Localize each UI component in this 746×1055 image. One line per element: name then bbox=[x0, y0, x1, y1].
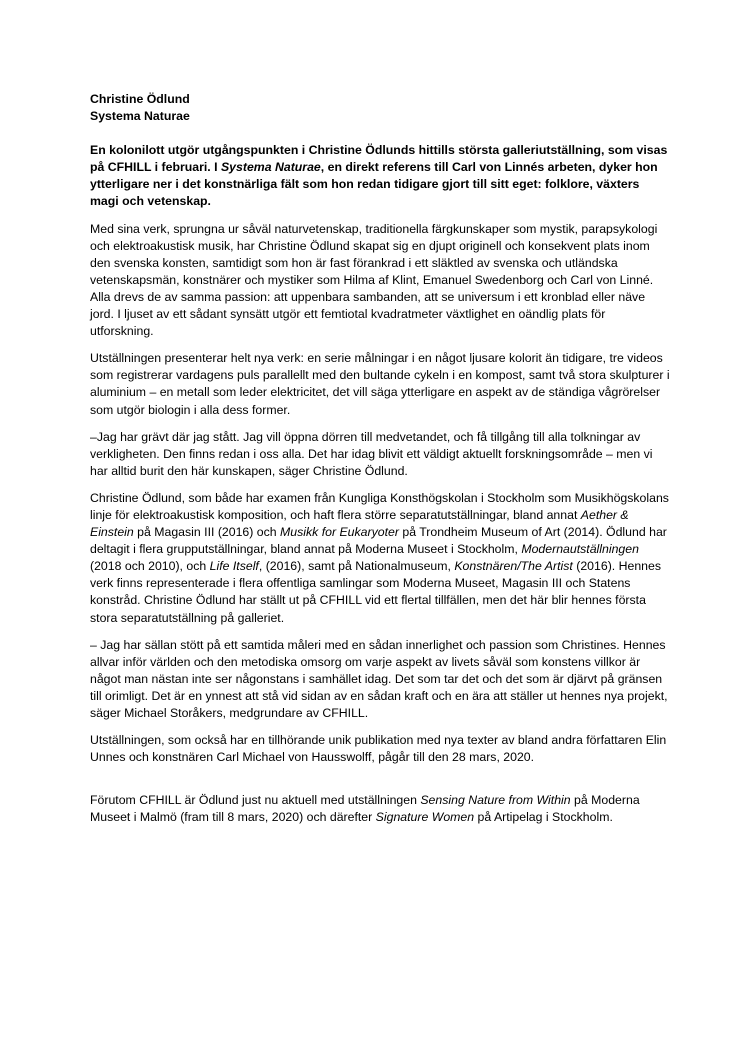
artist-quote-paragraph: –Jag har grävt där jag stått. Jag vill öppna dörren till medvetandet, och få tillgång till alla tolkningar av verkligheten. Den finns redan i oss alla. Det har idag blivit ett väldigt aktuellt forskningsområde – men vi har alltid burit den här kunskapen, säger Christine Ödlund. bbox=[90, 429, 653, 478]
other-text-3: på Artipelag i Stockholm. bbox=[474, 810, 613, 825]
artist-name: Christine Ödlund bbox=[90, 92, 190, 106]
artist-bio-paragraph bbox=[90, 490, 670, 627]
lead-text-1: En kolonilott utgör utgångspunkten i Christine Ödlunds hittills största galleriutställning, som visas på CFHILL i februari. I bbox=[90, 143, 668, 175]
other-text-1: Förutom CFHILL är Ödlund just nu aktuell med utställningen bbox=[90, 793, 421, 808]
lead-text-2: , en direkt referens till Carl von Linnés arbeten, dyker hon ytterligare ner i det konstnärliga fält som hon redan tidigare gjort till sitt eget: folklore, växters magi och vetenskap. bbox=[90, 160, 658, 209]
bio-work-title-4: Life Itself bbox=[209, 559, 259, 574]
bio-work-title-5: Konstnären/The Artist bbox=[454, 559, 573, 574]
document-header bbox=[90, 91, 670, 125]
bio-text-1: Christine Ödlund, som både har examen från Kungliga Konsthögskolan i Stockholm som Musikhögskolans linje för elektroakustisk komposition, och haft flera större separatutställningar, bland annat bbox=[90, 490, 669, 522]
bio-text-4: (2018 och 2010), och bbox=[90, 559, 210, 574]
other-exhibitions-paragraph bbox=[90, 792, 670, 826]
exhibition-title: Systema Naturae bbox=[90, 109, 190, 124]
body-paragraph-1: Med sina verk, sprungna ur såväl naturvetenskap, traditionella färgkunskaper som mystik, parapsykologi och elektroakustisk musik, har Christine Ödlund skapat sig en djupt originell och konsekvent plats inom den svenska konsten, samtidigt som hon är fast förankrad i ett släktled av svenska och utländska vetenskapsmän, konstnärer och mystiker som Hilma af Klint, Emanuel Swedenborg och Carl von Linné. Alla drevs de av samma passion: att uppenbara sambanden, att se universum i ett kronblad eller näve jord. I ljuset av ett sådant synsätt utgör ett femtiotal kvadratmeter växtlighet en oändlig plats för utforskning. bbox=[90, 221, 658, 339]
bio-work-title-2: Musikk for Eukaryoter bbox=[280, 525, 399, 540]
publication-paragraph: Utställningen, som också har en tillhörande unik publikation med nya texter av bland andra författaren Elin Unnes och konstnären Carl Michael von Hausswolff, pågår till den 28 mars, 2020. bbox=[90, 733, 667, 765]
other-exhibition-title-2: Signature Women bbox=[375, 810, 475, 825]
bio-work-title-3: Modernautställningen bbox=[521, 542, 639, 557]
bio-text-2: på Magasin III (2016) och bbox=[133, 525, 281, 540]
bio-text-6: (2016). Hennes verk finns representerade i flera offentliga samlingar som Moderna Museet, Magasin III och Statens konstråd. Christine Ödlund har ställt ut på CFHILL vid ett flertal tillfällen, men det här blir hennes första stora separatutställning på galleriet. bbox=[90, 559, 662, 625]
lead-paragraph bbox=[90, 142, 670, 210]
press-release-page bbox=[90, 91, 670, 836]
gallerist-quote-paragraph: – Jag har sällan stött på ett samtida måleri med en sådan innerlighet och passion som Christines. Hennes allvar inför världen och den metodiska omsorg om varje aspekt av livets såväl som konstens villkor är något man nästan inte ser någonstans i samhället idag. Det som tar det och det som är djärvt på gränsen till orimligt. Det är en ynnest att stå vid sidan av en sådan kraft och en ära att ställer ut hennes nya projekt, säger Michael Storåkers, medgrundare av CFHILL. bbox=[90, 637, 668, 720]
other-text-2: på Moderna Museet i Malmö (fram till 8 mars, 2020) och därefter bbox=[90, 793, 640, 825]
bio-text-3: på Trondheim Museum of Art (2014). Ödlund har deltagit i flera grupputställningar, bland annat på Moderna Museet i Stockholm, bbox=[90, 525, 667, 557]
other-exhibition-title-1: Sensing Nature from Within bbox=[420, 793, 571, 808]
bio-work-title-1: Aether & Einstein bbox=[90, 507, 629, 540]
bio-text-5: , (2016), samt på Nationalmuseum, bbox=[258, 559, 455, 574]
body-paragraph-2: Utställningen presenterar helt nya verk: en serie målningar i en något ljusare kolorit än tidigare, tre videos som registrerar vardagens puls parallellt med den bultande cykeln i en kompost, samt två stora skulpturer i aluminium – en metall som leder elektricitet, det vill säga ytterligare en aspekt av de ständiga vågrörelser som utgör biologin i alla dess former. bbox=[90, 351, 670, 417]
lead-exhibition-title: Systema Naturae bbox=[220, 160, 321, 175]
